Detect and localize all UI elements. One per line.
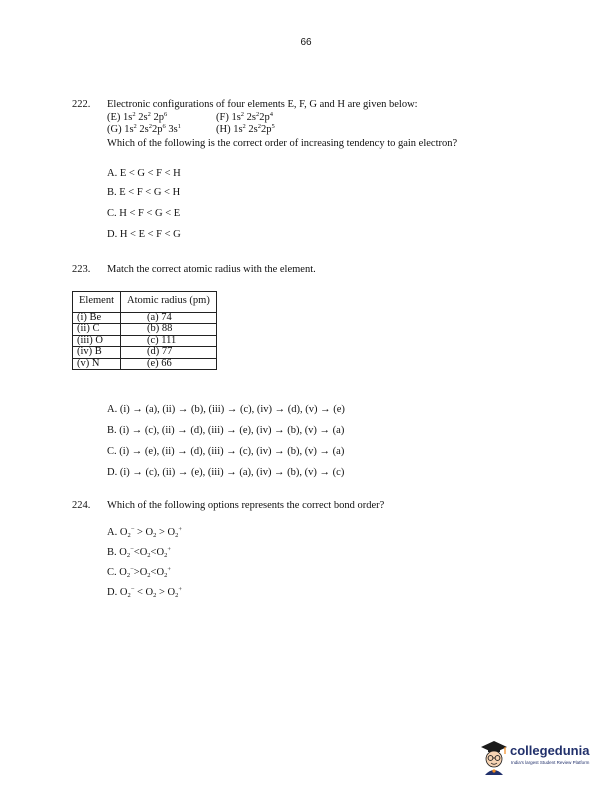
- graduate-mascot-icon: [479, 738, 509, 776]
- q224-option-a: A. $O_2^- > O_2 > O_2^+$: [107, 526, 183, 539]
- table-row: [73, 312, 217, 324]
- table-cell-element: (iv) B: [73, 347, 121, 359]
- table-cell-element: (iii) O: [73, 335, 121, 347]
- q222-option-d: D. H < E < F < G: [107, 229, 181, 240]
- q224-option-c: C. $O_2^->O_2<O_2^+$: [107, 566, 171, 579]
- q224-question: Which of the following options represents the correct bond order?: [107, 500, 385, 511]
- q222-option-c: C. H < F < G < E: [107, 208, 181, 219]
- q222-option-a: A. E < G < F < H: [107, 168, 181, 179]
- q224-number: 224.: [72, 500, 91, 511]
- table-header-row: [73, 292, 217, 313]
- q222-number: 222.: [72, 99, 91, 110]
- q223-option-d: D. (i) → (c), (ii) → (e), (iii) → (a), (iv) → (b), (v) → (c): [107, 467, 345, 478]
- table-row: [73, 335, 217, 347]
- table-cell-element: (v) N: [73, 358, 121, 370]
- table-cell-radius: (a) 74: [121, 312, 217, 324]
- q223-question: Match the correct atomic radius with the element.: [107, 264, 316, 275]
- q224-option-b: B. $O_2^-<O_2<O_2^+$: [107, 546, 171, 559]
- q223-option-c: C. (i) → (e), (ii) → (d), (iii) → (c), (iv) → (b), (v) → (a): [107, 446, 345, 457]
- collegedunia-logo: [479, 738, 609, 778]
- table-header-radius: Atomic radius (pm): [121, 292, 217, 313]
- q222-config-h: (H) $1s^2$ $2s^22p^5$: [216, 123, 275, 135]
- atomic-radius-table: [72, 291, 217, 370]
- table-row: [73, 358, 217, 370]
- logo-tagline: India's largest Student Review Platform: [511, 760, 590, 765]
- q223-option-a: A. (i) → (a), (ii) → (b), (iii) → (c), (iv) → (d), (v) → (e): [107, 404, 345, 415]
- q223-option-b: B. (i) → (c), (ii) → (d), (iii) → (e), (iv) → (b), (v) → (a): [107, 425, 345, 436]
- q222-config-e: (E) $1s^2$ $2s^2$ $2p^6$: [107, 111, 168, 123]
- q222-intro: Electronic configurations of four elements E, F, G and H are given below:: [107, 99, 418, 110]
- q224-option-d: D. $O_2^- < O_2 > O_2^+$: [107, 586, 183, 599]
- table-cell-radius: (b) 88: [121, 324, 217, 336]
- table-cell-radius: (c) 111: [121, 335, 217, 347]
- q223-number: 223.: [72, 264, 91, 275]
- table-cell-radius: (e) 66: [121, 358, 217, 370]
- page-number: 66: [300, 37, 312, 48]
- table-row: [73, 324, 217, 336]
- logo-brand-text: collegedunia: [510, 743, 590, 758]
- q222-option-b: B. E < F < G < H: [107, 187, 181, 198]
- table-row: [73, 347, 217, 359]
- q222-question: Which of the following is the correct order of increasing tendency to gain electron?: [107, 138, 458, 149]
- table-header-element: Element: [73, 292, 121, 313]
- table-cell-element: (ii) C: [73, 324, 121, 336]
- table-cell-element: (i) Be: [73, 312, 121, 324]
- q222-config-f: (F) $1s^2$ $2s^22p^4$: [216, 111, 274, 123]
- table-cell-radius: (d) 77: [121, 347, 217, 359]
- q222-config-g: (G) $1s^2$ $2s^22p^6$ $3s^1$: [107, 123, 181, 135]
